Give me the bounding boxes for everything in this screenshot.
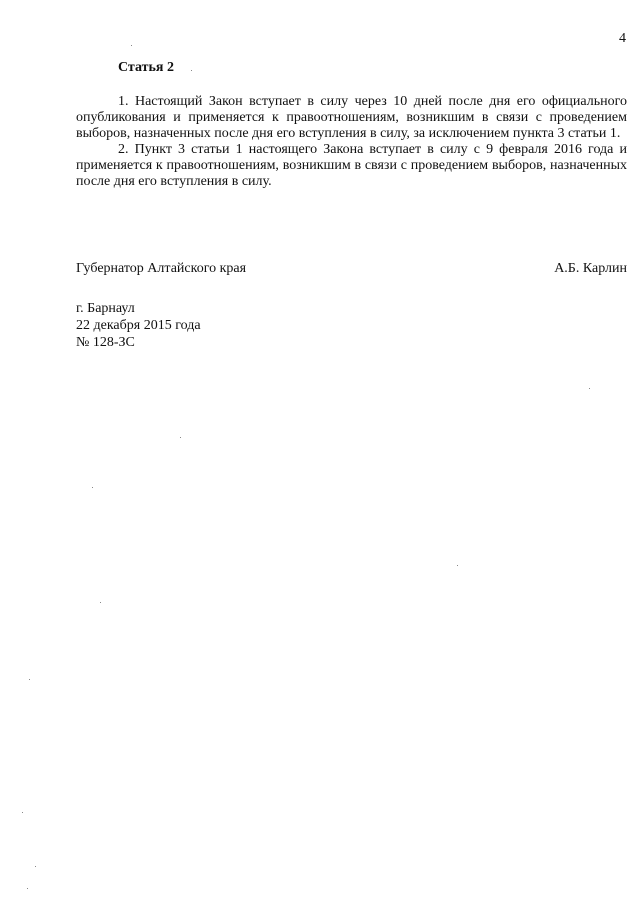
scan-speck bbox=[100, 602, 101, 603]
scan-speck bbox=[35, 866, 36, 867]
signatory-position: Губернатор Алтайского края bbox=[76, 261, 247, 276]
scan-speck bbox=[457, 565, 458, 566]
city: г. Барнаул bbox=[76, 301, 135, 316]
scan-speck bbox=[589, 388, 590, 389]
scan-speck bbox=[22, 812, 23, 813]
scan-speck bbox=[191, 70, 192, 71]
article-body bbox=[76, 94, 627, 190]
article-paragraph-1: 1. Настоящий Закон вступает в силу через 10 дней после дня его официального опубликования и применяется к правоотношениям, возникшим в связи с проведением выборов, назначенных после дня его вступления в силу, за исключением пункта 3 статьи 1. bbox=[76, 94, 627, 141]
article-heading: Статья 2 bbox=[118, 60, 174, 75]
scan-speck bbox=[180, 437, 181, 438]
scan-speck bbox=[92, 487, 93, 488]
date: 22 декабря 2015 года bbox=[76, 318, 201, 333]
scan-speck bbox=[131, 45, 132, 46]
place-date-block bbox=[76, 300, 201, 351]
article-paragraph-2: 2. Пункт 3 статьи 1 настоящего Закона вступает в силу с 9 февраля 2016 года и применяется к правоотношениям, возникшим в связи с проведением выборов, назначенных после дня его вступления в силу. bbox=[76, 142, 627, 189]
signatory-name: А.Б. Карлин bbox=[554, 261, 627, 276]
scan-speck bbox=[27, 888, 28, 889]
signature-row bbox=[76, 261, 627, 277]
scan-speck bbox=[29, 679, 30, 680]
law-number: № 128-ЗС bbox=[76, 335, 135, 350]
page-number: 4 bbox=[619, 31, 626, 46]
